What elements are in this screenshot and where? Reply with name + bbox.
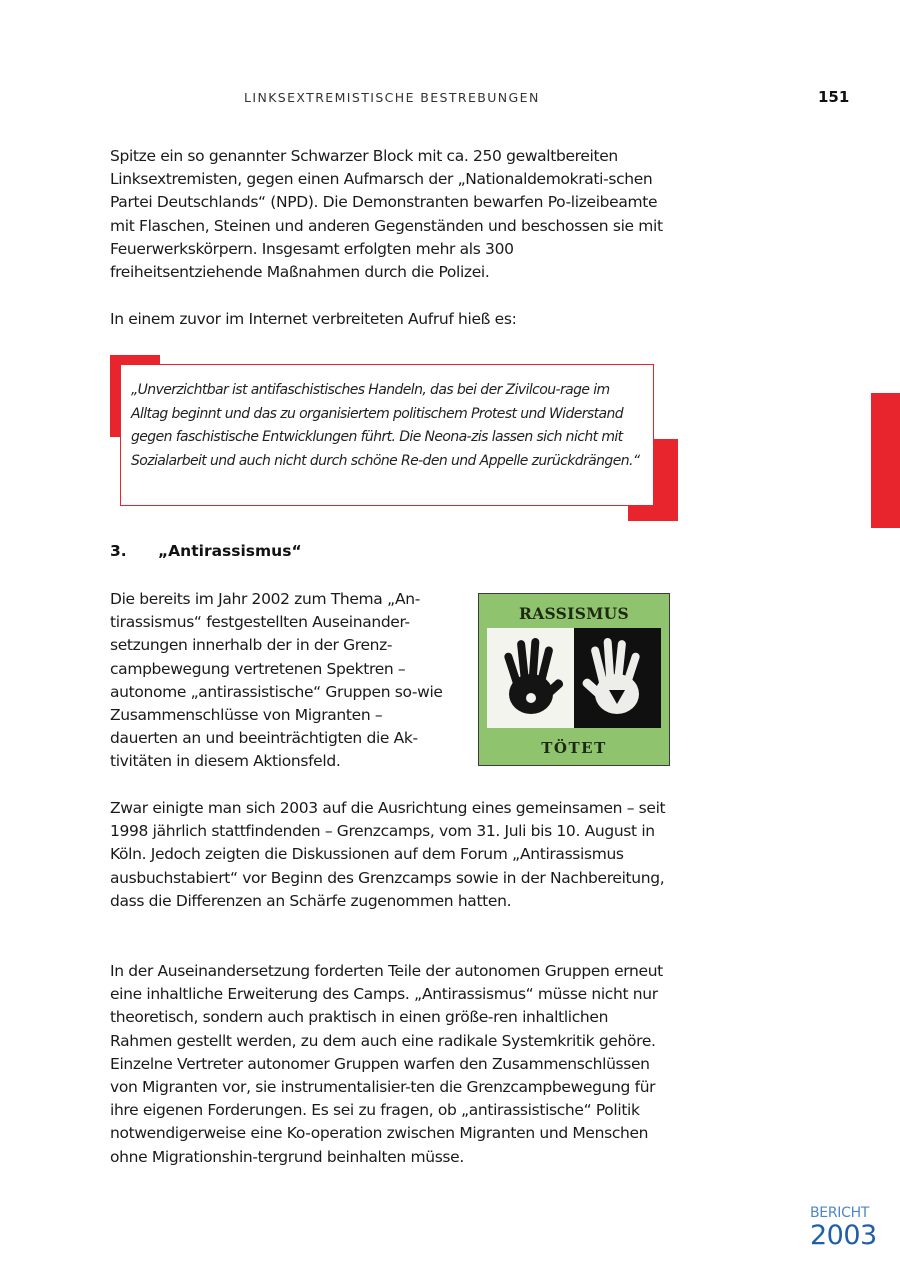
section-number: 3. [110, 542, 127, 560]
page-number: 151 [818, 88, 850, 106]
poster-top-text: RASSISMUS [519, 604, 629, 623]
logo-year: 2003 [810, 1220, 877, 1251]
quote-block [110, 355, 678, 521]
quote-box [120, 364, 654, 506]
section-heading [110, 542, 302, 560]
bericht-2003-logo [810, 1205, 890, 1251]
side-tab-marker [871, 393, 900, 528]
body-paragraph-4: Zwar einigte man sich 2003 auf die Ausrichtung eines gemeinsamen – seit 1998 jährlich stattfindenden – Grenzcamps, vom 31. Juli bis 10. August in Köln. Jedoch zeigten die Diskussionen auf dem Forum „Antirassismus ausbuchstabiert“ vor Beginn des Grenzcamps sowie in der Nachbereitung, dass die Differenzen an Schärfe zugenommen hatten. [110, 799, 666, 910]
poster-hands-graphic [487, 628, 661, 728]
running-head: LINKSEXTREMISTISCHE BESTREBUNGEN [244, 90, 540, 105]
antirassismus-poster-image [478, 593, 670, 766]
quote-text: „Unverzichtbar ist antifaschistisches Handeln, das bei der Zivilcou-rage im Alltag beginnt und das zu organisiertem politischem Protest und Widerstand gegen faschistische Entwicklungen führt. Die Neona-zis lassen sich nicht mit Sozialarbeit und auch nicht durch schöne Re-den und Appelle zurückdrängen.“ [131, 382, 640, 469]
body-paragraph-2: In einem zuvor im Internet verbreiteten Aufruf hieß es: [110, 310, 517, 328]
poster-bottom-text: TÖTET [541, 739, 607, 757]
body-paragraph-3: Die bereits im Jahr 2002 zum Thema „An-tirassismus“ festgestellten Auseinander-setzungen innerhalb der in der Grenz-campbewegung vertretenen Spektren – autonome „antirassistische“ Gruppen so-wie Zusammenschlüsse von Migranten – dauerten an und beeinträchtigten die Ak-tivitäten in diesem Aktionsfeld. [110, 590, 443, 771]
body-paragraph-1: Spitze ein so genannter Schwarzer Block mit ca. 250 gewaltbereiten Linksextremisten, gegen einen Aufmarsch der „Nationaldemokrati-schen Partei Deutschlands“ (NPD). Die Demonstranten bewarfen Po-lizeibeamte mit Flaschen, Steinen und anderen Gegenständen und beschossen sie mit Feuerwerkskörpern. Insgesamt erfolgten mehr als 300 freiheitsentziehende Maßnahmen durch die Polizei. [110, 147, 663, 282]
body-paragraph-5: In der Auseinandersetzung forderten Teile der autonomen Gruppen erneut eine inhaltliche Erweiterung des Camps. „Antirassismus“ müsse nicht nur theoretisch, sondern auch praktisch in einen größe-ren inhaltlichen Rahmen gestellt werden, zu dem auch eine radikale Systemkritik gehöre. Einzelne Vertreter autonomer Gruppen warfen den Zusammenschlüssen von Migranten vor, sie instrumentalisier-ten die Grenzcampbewegung für ihre eigenen Forderungen. Es sei zu fragen, ob „antirassistische“ Politik notwendigerweise eine Ko-operation zwischen Migranten und Menschen ohne Migrationshin-tergrund beinhalten müsse. [110, 962, 663, 1166]
section-title: „Antirassismus“ [158, 542, 302, 560]
logo-word: BERICHT [810, 1205, 870, 1221]
